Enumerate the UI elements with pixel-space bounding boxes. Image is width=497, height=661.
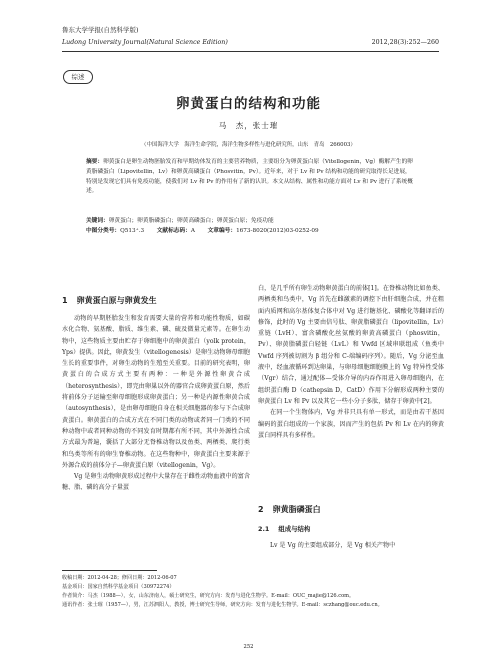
abstract-text: 卵黄蛋白是卵生动物胚胎发育和早期幼体发育的主要营养物质，主要组分为卵黄蛋白原（Vitellogenin，Vg）酶解产生的卵黄脂磷蛋白（Lipovitellin，Lv）和卵黄高磷蛋白（Phosvitin，Pv）。近年来，对于 Lv 和 Pv 结构和功能的研究取得长足进展，特别是发现它们具有免疫功能，使我们对 Lv 和 Pv 的作用有了新的认识。本文从结构、属性和功能方面对 Lv 和 Pv 进行了系统概述。 — [86, 159, 413, 195]
footnote-author: 作者简介：马杰（1988—），女，山东济南人，硕士研究生，研究方向：发育与进化生物学。E-mail：OUC_majie@126.com。 — [62, 593, 355, 599]
article-type-badge: 综述 — [63, 70, 93, 84]
keywords-text: 卵黄蛋白；卵黄脂磷蛋白；卵黄高磷蛋白；卵黄蛋白原；免疫功能 — [108, 218, 274, 224]
article-id-label: 文章编号： — [207, 228, 237, 234]
subsection-2-1-heading — [258, 524, 310, 533]
section-2-heading — [258, 504, 321, 515]
section-2-number: 2 — [258, 505, 264, 514]
subsection-2-1-title: 组成与结构 — [278, 525, 311, 533]
footnote-received: 收稿日期：2012-04-28；修回日期：2012-06-07 — [62, 575, 177, 581]
abstract-label: 摘要： — [86, 159, 104, 165]
classification-line — [86, 227, 416, 237]
section-2-paragraph-1: Lv 是 Vg 的主要组成部分，是 Vg 相关产物中 — [270, 542, 396, 549]
keywords — [86, 217, 416, 227]
journal-name-en: Ludong University Journal(Natural Science Edition) — [62, 39, 228, 46]
section-2-title: 卵黄脂磷蛋白 — [272, 505, 321, 514]
section-1-paragraph-1: 动物的早期胚胎发生和发育需要大量的营养和功能性物质，如碳水化合物、氨基酸、脂质、维生素、磷、硫及微量元素等。在卵生动物中，这些物质主要由贮存于卵细胞中的卵黄蛋白（yolk protein，Yps）提供。因此，卵黄发生（vitellogenesis）是卵生动物卵母细胞生长的重要事件，对卵生动物的生殖至关重要。目前的研究表明，卵黄蛋白的合成方式主要有两种：一种是外源性卵黄合成（heterosynthesis），即完由卵巢以外的器官合成卵黄蛋白原，然后将前体分子运输至卵母细胞形成卵黄蛋白；另一种是内源性卵黄合成（autosynthesis），是由卵母细胞自身在相关细胞器的参与下合成卵黄蛋白。卵黄蛋白的合成方式在不同门类的动物或者同一门类的不同种动物中或者同种动物的不同发育时期都有所不同，其中外源性合成方式最为普遍，囊括了大部分无脊椎动物以及鱼类、两栖类、爬行类和鸟类等所有的卵生脊椎动物。在这些物种中，卵黄蛋白主要来源于外源合成的前体分子—卵黄蛋白原（vitellogenin，Vg）。 — [62, 315, 250, 469]
section-1-paragraph-3: 在同一个生物体内，Vg 并非只具有单一形式，而是由若干基因编码的蛋白组成的一个家族，因而产生的包括 Pv 和 Lv 在内的卵黄蛋白同样具有多样性。 — [258, 409, 444, 439]
left-column — [62, 313, 250, 494]
footnote-rule — [62, 570, 157, 571]
footnote-funding: 基金项目：国家自然科学基金项目（30972274） — [62, 584, 175, 590]
keywords-label: 关键词： — [86, 218, 109, 224]
section-2-body — [258, 540, 444, 551]
footnote-corresponding: 通讯作者：张士璀（1957—），男，江苏泗阳人，教授，博士研究生导师，研究方向：发育与进化生物学。E-mail：sczhang@ouc.edu.cn。 — [62, 602, 383, 608]
volume-info: 2012,28(3):252—260 — [371, 39, 439, 46]
section-1-paragraph-2-cont: 白，是几乎所有卵生动物卵黄蛋白的前体[1]。在脊椎动物比如鱼类、两栖类和鸟类中，Vg 首先在雌激素的调控下由肝细胞合成，并在粗面内质网和高尔基体复合体中对 Vg 进行糖基化、磷酸化等翻译后的修饰，此时的 Vg 主要由信号肽、卵黄脂磷蛋白（lipovitellin，Lv）重链（LvH）、富含磷酸化丝氨酸的卵黄高磷蛋白（phosvitin，Pv）、卵黄脂磷蛋白轻链（LvL）和 Vwfd 区域串联组成（鱼类中 Vwfd 序列被切割为 β 组分和 C-端编码序列）。随后，Vg 分泌至血液中，经血液循环到达卵巢，与卵母细胞细胞膜上的 Vg 特异性受体（Vgr）结合，通过配体—受体介导的内吞作用进入卵母细胞内，在组织蛋白酶 D（cathepsin D，CatD）作用下分解形成两种主要的卵黄蛋白 Lv 和 Pv 以及其它一些小分子多肽，储存于卵黄中[2]。 — [258, 285, 444, 405]
journal-name-cn: 鲁东大学学报(自然科学版) — [62, 26, 139, 34]
affiliation: （中国海洋大学 海洋生命学院，海洋生物多样性与进化研究所，山东 青岛 266003） — [141, 142, 356, 148]
authors: 马 杰，张士璀 — [218, 121, 279, 130]
clc-code: Q513⁺.3 — [120, 228, 145, 234]
abstract — [86, 158, 416, 197]
clc-label: 中图分类号： — [86, 228, 121, 234]
article-id: 1673-8020(2012)03-0252-09 — [236, 228, 319, 234]
subsection-2-1-number: 2.1 — [258, 525, 270, 533]
header-rule — [62, 51, 439, 52]
section-1-number: 1 — [62, 296, 68, 305]
article-title: 卵黄蛋白的结构和功能 — [176, 96, 321, 112]
doc-code: A — [190, 228, 195, 234]
doc-code-label: 文献标志码： — [156, 228, 191, 234]
page-number: 252 — [243, 644, 254, 650]
right-column — [258, 283, 444, 441]
section-1-paragraph-2-start: Vg 是卵生动物卵黄形成过程中大量存在于雌性动物血液中的富含糖、脂、磷的高分子量蛋 — [62, 473, 250, 492]
section-1-title: 卵黄蛋白原与卵黄发生 — [76, 296, 157, 305]
section-1-heading — [62, 295, 157, 306]
